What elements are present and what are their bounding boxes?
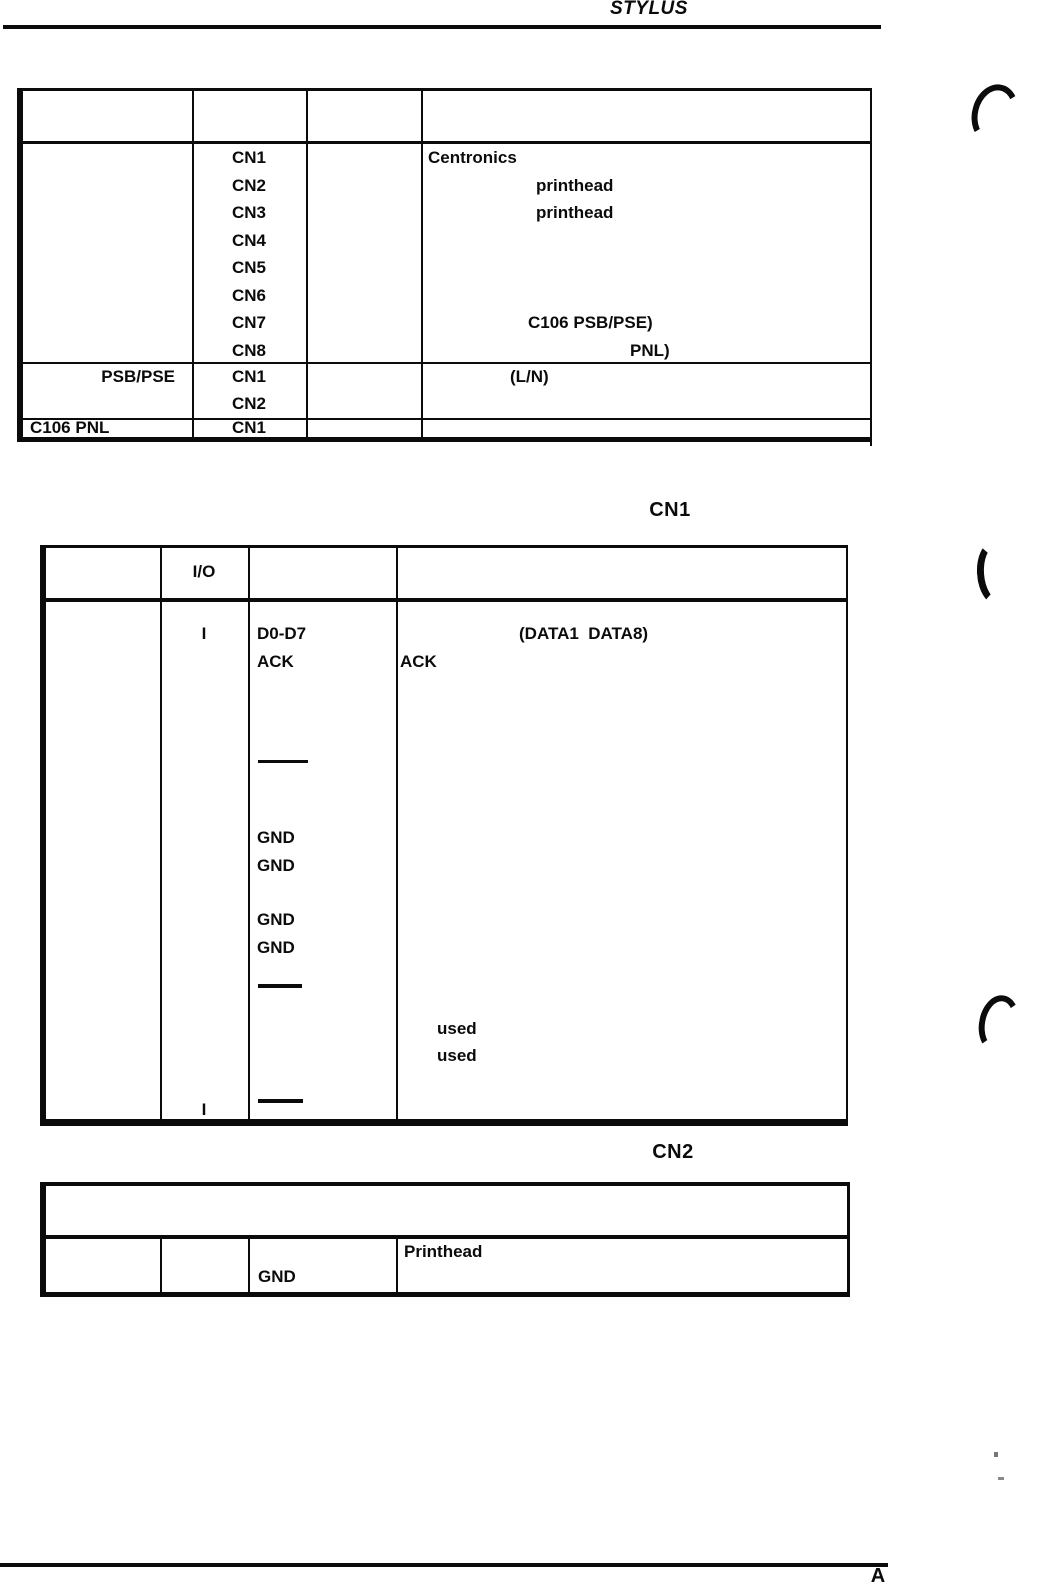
column-separator xyxy=(248,1239,250,1292)
connector-cell: CN6 xyxy=(231,286,266,305)
description-cell: C106 PSB/PSE) xyxy=(528,313,653,332)
connector-cell: CN4 xyxy=(231,231,266,250)
ink-speck xyxy=(994,1452,998,1457)
table-border-left xyxy=(40,545,46,1126)
signal-cell: ACK xyxy=(257,652,294,671)
ink-smudge xyxy=(974,992,1023,1056)
group-separator xyxy=(17,418,872,420)
connector-cell: CN3 xyxy=(231,203,266,222)
cn1-table-title: CN1 xyxy=(649,499,691,521)
group-separator xyxy=(17,362,872,364)
description-cell: PNL) xyxy=(630,341,670,360)
ink-smudge xyxy=(975,539,1020,608)
faded-overline-mark xyxy=(258,1099,303,1103)
description-cell: (L/N) xyxy=(510,367,549,386)
faded-overline-mark xyxy=(258,984,302,988)
column-separator xyxy=(396,1239,398,1292)
board-name-cell: PSB/PSE xyxy=(101,367,175,386)
description-cell: used xyxy=(437,1019,477,1038)
table-border-bottom xyxy=(40,1292,850,1297)
description-cell: Printhead xyxy=(404,1242,483,1261)
signal-cell: GND xyxy=(257,856,295,875)
footer-rule xyxy=(0,1563,888,1567)
table-border-right xyxy=(846,545,848,1126)
page-header-title: STYLUS xyxy=(610,0,688,19)
header-row-separator xyxy=(17,141,872,144)
table-border-top xyxy=(40,1182,850,1186)
table-border-bottom xyxy=(17,437,872,442)
description-cell: (DATA1 DATA8) xyxy=(519,624,649,643)
description-cell: ACK xyxy=(400,652,437,671)
column-separator xyxy=(248,548,250,1119)
description-cell: printhead xyxy=(536,203,614,222)
io-cell: I xyxy=(201,624,207,643)
connector-cell: CN1 xyxy=(231,148,266,167)
signal-cell: GND xyxy=(258,1267,296,1286)
connector-cell: CN7 xyxy=(231,313,266,332)
signal-cell: GND xyxy=(257,910,295,929)
signal-cell: GND xyxy=(257,938,295,957)
column-separator xyxy=(396,548,398,1119)
ink-smudge xyxy=(965,79,1024,148)
ink-speck xyxy=(998,1477,1004,1480)
cn2-pin-table xyxy=(40,1182,850,1297)
table-border-right xyxy=(847,1182,850,1297)
io-column-header: I/O xyxy=(192,562,216,581)
table-border-left xyxy=(40,1182,46,1297)
cn2-table-title: CN2 xyxy=(652,1141,694,1163)
description-cell: used xyxy=(437,1046,477,1065)
signal-cell: D0-D7 xyxy=(257,624,307,643)
connector-cell: CN1 xyxy=(231,418,266,437)
header-rule xyxy=(3,25,881,29)
io-cell: I xyxy=(201,1100,207,1119)
board-name-cell: C106 PNL xyxy=(30,418,110,437)
connector-cell: CN2 xyxy=(231,176,266,195)
connector-summary-table xyxy=(17,88,872,442)
footer-page-label: A xyxy=(870,1565,886,1584)
description-cell: printhead xyxy=(536,176,614,195)
connector-cell: CN8 xyxy=(231,341,266,360)
connector-cell: CN5 xyxy=(231,258,266,277)
cn1-pin-table xyxy=(40,545,848,1126)
faded-overline-mark xyxy=(258,760,308,763)
header-row-separator xyxy=(40,598,848,602)
column-separator xyxy=(160,1239,162,1292)
connector-cell: CN1 xyxy=(231,367,266,386)
signal-cell: GND xyxy=(257,828,295,847)
table-border-top xyxy=(17,88,872,91)
description-cell: Centronics xyxy=(428,148,517,167)
connector-cell: CN2 xyxy=(231,394,266,413)
